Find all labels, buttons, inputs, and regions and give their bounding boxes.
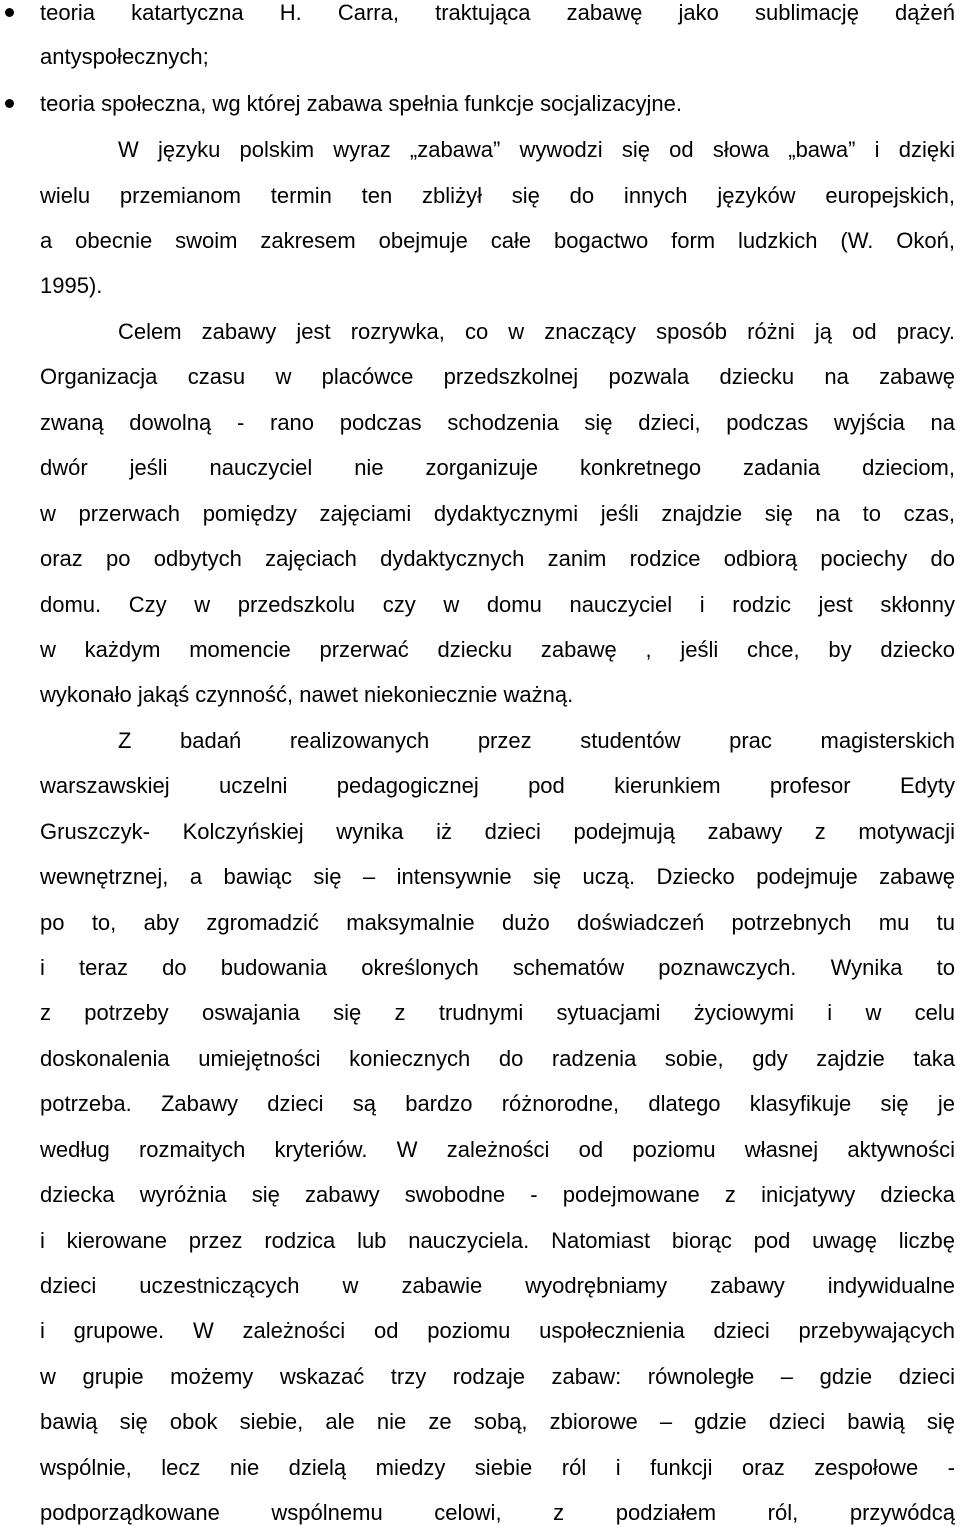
paragraph-3-line-5: po to, aby zgromadzić maksymalnie dużo doświadczeń potrzebnych mu tu <box>40 910 955 935</box>
paragraph-3-line-6: i teraz do budowania określonych schematów poznawczych. Wynika to <box>40 955 955 980</box>
paragraph-3-line-12: i kierowane przez rodzica lub nauczyciela. Natomiast biorąc pod uwagę liczbę <box>40 1228 955 1253</box>
bullet-marker <box>5 8 14 17</box>
paragraph-2-line-6: oraz po odbytych zajęciach dydaktycznych zanim rodzice odbiorą pociechy do <box>40 546 955 571</box>
bullet-1-line-1: teoria katartyczna H. Carra, traktująca zabawę jako sublimację dążeń <box>40 0 955 25</box>
paragraph-2-line-5: w przerwach pomiędzy zajęciami dydaktycznymi jeśli znajdzie się na to czas, <box>40 501 955 526</box>
bullet-1-line-2: antyspołecznych; <box>40 44 209 69</box>
paragraph-1-line-1: W języku polskim wyraz „zabawa” wywodzi się od słowa „bawa” i dzięki <box>118 137 955 162</box>
bullet-2-line-1: teoria społeczna, wg której zabawa spełnia funkcje socjalizacyjne. <box>40 91 683 116</box>
paragraph-3-line-8: doskonalenia umiejętności koniecznych do radzenia sobie, gdy zajdzie taka <box>40 1046 955 1071</box>
paragraph-3-line-15: w grupie możemy wskazać trzy rodzaje zabaw: równoległe – gdzie dzieci <box>40 1364 955 1389</box>
paragraph-3-line-4: wewnętrznej, a bawiąc się – intensywnie się uczą. Dziecko podejmuje zabawę <box>40 864 955 889</box>
paragraph-3-line-10: według rozmaitych kryteriów. W zależności od poziomu własnej aktywności <box>40 1137 955 1162</box>
paragraph-2-line-2: Organizacja czasu w placówce przedszkolnej pozwala dziecku na zabawę <box>40 364 955 389</box>
paragraph-3-line-14: i grupowe. W zależności od poziomu uspołecznienia dzieci przebywających <box>40 1318 955 1343</box>
paragraph-3-line-16: bawią się obok siebie, ale nie ze sobą, zbiorowe – gdzie dzieci bawią się <box>40 1409 955 1434</box>
bullet-marker <box>5 99 14 108</box>
paragraph-3-line-3: Gruszczyk- Kolczyńskiej wynika iż dzieci podejmują zabawy z motywacji <box>40 819 955 844</box>
paragraph-3-line-18: podporządkowane wspólnemu celowi, z podziałem ról, przywódcą <box>40 1500 955 1525</box>
paragraph-2-line-7: domu. Czy w przedszkolu czy w domu nauczyciel i rodzic jest skłonny <box>40 592 955 617</box>
paragraph-2-line-1: Celem zabawy jest rozrywka, co w znaczący sposób różni ją od pracy. <box>118 319 955 344</box>
paragraph-3-line-9: potrzeba. Zabawy dzieci są bardzo różnorodne, dlatego klasyfikuje się je <box>40 1091 955 1116</box>
paragraph-1-line-3: a obecnie swoim zakresem obejmuje całe bogactwo form ludzkich (W. Okoń, <box>40 228 955 253</box>
paragraph-1-line-2: wielu przemianom termin ten zbliżył się do innych języków europejskich, <box>40 183 955 208</box>
paragraph-2-line-8: w każdym momencie przerwać dziecku zabawę , jeśli chce, by dziecko <box>40 637 955 662</box>
paragraph-3-line-11: dziecka wyróżnia się zabawy swobodne - podejmowane z inicjatywy dziecka <box>40 1182 955 1207</box>
paragraph-3-line-2: warszawskiej uczelni pedagogicznej pod kierunkiem profesor Edyty <box>40 773 955 798</box>
paragraph-3-line-7: z potrzeby oswajania się z trudnymi sytuacjami życiowymi i w celu <box>40 1000 955 1025</box>
paragraph-2-line-9: wykonało jakąś czynność, nawet niekoniecznie ważną. <box>40 682 574 707</box>
paragraph-3-line-1: Z badań realizowanych przez studentów prac magisterskich <box>118 728 955 753</box>
paragraph-1-line-4: 1995). <box>40 273 103 298</box>
paragraph-2-line-3: zwaną dowolną - rano podczas schodzenia się dzieci, podczas wyjścia na <box>40 410 955 435</box>
paragraph-2-line-4: dwór jeśli nauczyciel nie zorganizuje konkretnego zadania dzieciom, <box>40 455 955 480</box>
paragraph-3-line-17: wspólnie, lecz nie dzielą miedzy siebie ról i funkcji oraz zespołowe - <box>40 1455 955 1480</box>
paragraph-3-line-13: dzieci uczestniczących w zabawie wyodrębniamy zabawy indywidualne <box>40 1273 955 1298</box>
